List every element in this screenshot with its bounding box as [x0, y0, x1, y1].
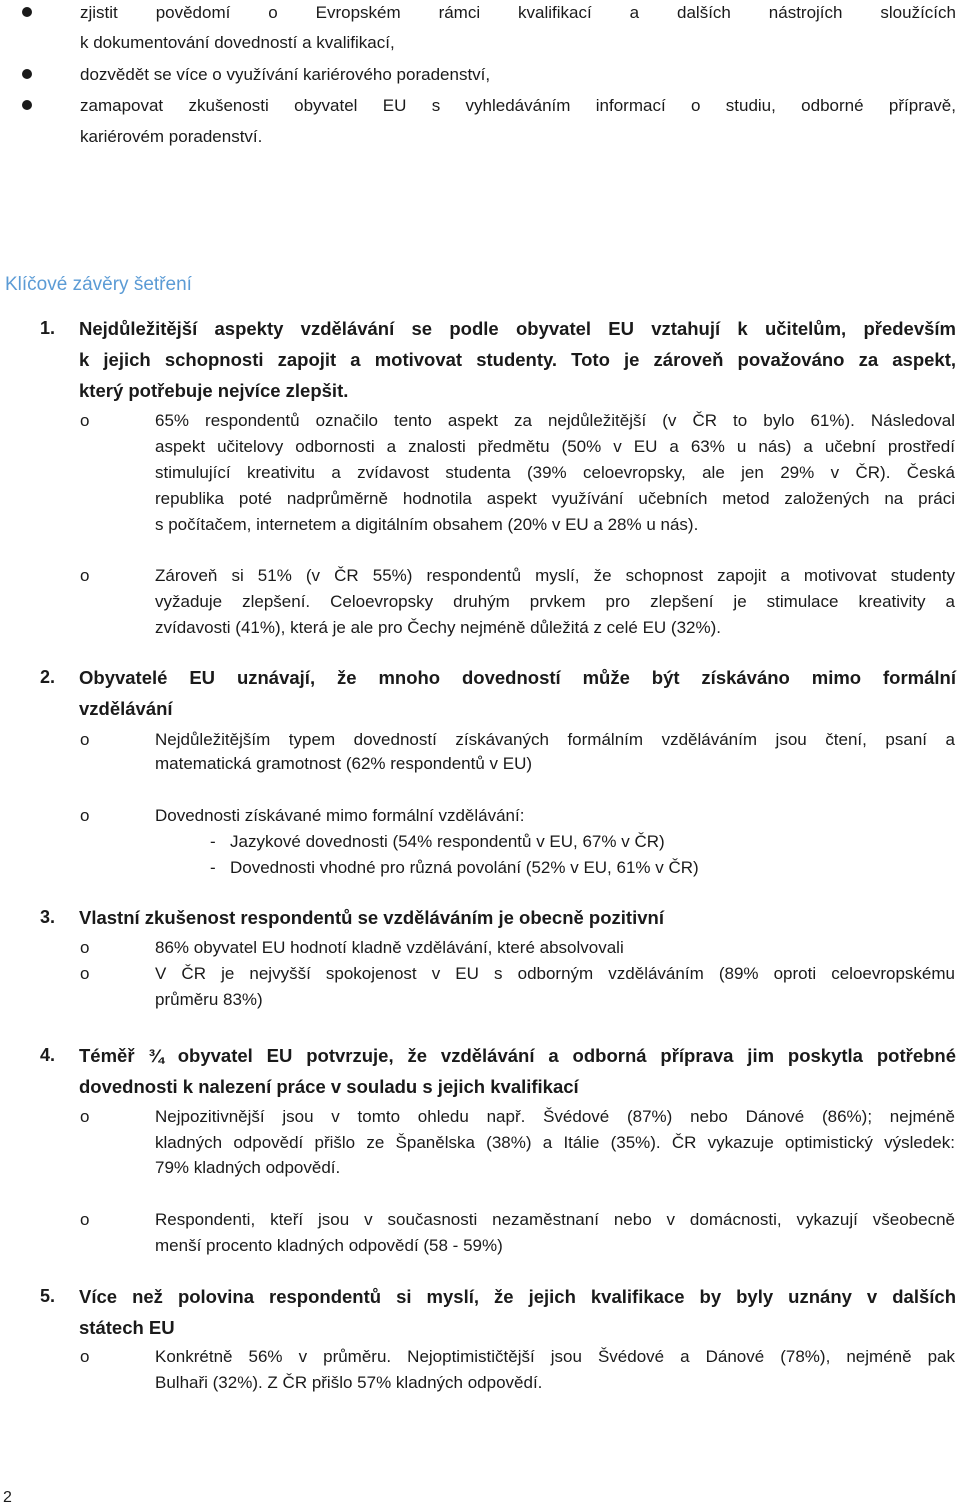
finding-1-heading-line-2: k jejich schopnosti zapojit a motivovat studenty. Toto je zároveň považováno za aspekt, [79, 349, 956, 370]
bullet-icon [22, 7, 32, 17]
finding-number: 5. [40, 1286, 56, 1306]
finding-2-point-2-line-1: Dovednosti získávané mimo formální vzdělávání: [155, 806, 525, 825]
finding-4-point-2-line-2: menší procento kladných odpovědí (58 - 59%) [155, 1236, 503, 1255]
finding-1-point-1-line-5: s počítačem, internetem a digitálním obsahem (20% v EU a 28% u nás). [155, 515, 699, 534]
finding-2-point-1-line-2: matematická gramotnost (62% respondentů v EU) [155, 754, 533, 773]
intro-bullet-3-line-2: kariérovém poradenství. [80, 127, 263, 146]
finding-1-point-2-line-2: vyžaduje zlepšení. Celoevropsky druhým prvkem pro zlepšení je stimulace kreativity a [155, 592, 955, 611]
finding-5-heading-line-2: státech EU [79, 1317, 175, 1338]
intro-bullet-1-line-1: zjistit povědomí o Evropském rámci kvalifikací a dalších nástrojích sloužících [80, 3, 956, 22]
finding-2-heading-line-1: Obyvatelé EU uznávají, že mnoho dovedností může být získáváno mimo formální [79, 667, 956, 688]
finding-4-point-1-line-2: kladných odpovědí přišlo ze Španělska (38%) a Itálie (35%). ČR vykazuje optimistický výsledek: [155, 1133, 955, 1152]
sub-bullet-marker: o [80, 806, 90, 825]
finding-1-point-1-line-3: stimulující kreativitu a zvídavost studenta (39% celoevropsky, ale jen 29% v ČR). Česká [155, 463, 955, 482]
sub-bullet-marker: o [80, 566, 90, 585]
dash-marker: - [210, 858, 216, 877]
finding-3-heading-line-1: Vlastní zkušenost respondentů se vzděláváním je obecně pozitivní [79, 907, 664, 928]
bullet-icon [22, 69, 32, 79]
finding-5-heading-line-1: Více než polovina respondentů si myslí, že jejich kvalifikace by byly uznány v dalších [79, 1286, 956, 1307]
finding-1-point-2-line-3: zvídavosti (41%), která je ale pro Čechy nejméně důležitá z celé EU (32%). [155, 618, 721, 637]
finding-number: 3. [40, 907, 56, 927]
bullet-icon [22, 100, 32, 110]
sub-bullet-marker: o [80, 730, 90, 749]
finding-2-point-1-line-1: Nejdůležitějším typem dovedností získávaných formálním vzděláváním jsou čtení, psaní a [155, 730, 955, 749]
finding-5-point-1-line-2: Bulhaři (32%). Z ČR přišlo 57% kladných odpovědí. [155, 1373, 543, 1392]
finding-1-heading-line-1: Nejdůležitější aspekty vzdělávání se podle obyvatel EU vztahují k učitelům, především [79, 318, 956, 339]
page-number: 2 [3, 1489, 12, 1506]
finding-3-point-1-line-1: 86% obyvatel EU hodnotí kladně vzdělávání, které absolvovali [155, 938, 624, 957]
finding-3-point-2-line-1: V ČR je nejvyšší spokojenost v EU s odborným vzděláváním (89% oproti celoevropskému [155, 964, 955, 983]
sub-bullet-marker: o [80, 1347, 90, 1366]
finding-2-dash-item-1: Jazykové dovednosti (54% respondentů v EU, 67% v ČR) [230, 832, 665, 851]
finding-4-point-1-line-1: Nejpozitivnější jsou v tomto ohledu např. Švédové (87%) nebo Dánové (86%); nejméně [155, 1107, 955, 1126]
finding-1-heading-line-3: který potřebuje nejvíce zlepšit. [79, 380, 349, 401]
sub-bullet-marker: o [80, 938, 90, 957]
sub-bullet-marker: o [80, 964, 90, 983]
section-heading: Klíčové závěry šetření [5, 274, 192, 295]
finding-1-point-1-line-2: aspekt učitelovy odbornosti a znalosti předmětu (50% v EU a 63% u nás) a učební prostředí [155, 437, 955, 456]
finding-1-point-2-line-1: Zároveň si 51% (v ČR 55%) respondentů myslí, že schopnost zapojit a motivovat studenty [155, 566, 955, 585]
finding-5-point-1-line-1: Konkrétně 56% v průměru. Nejoptimističtější jsou Švédové a Dánové (78%), nejméně pak [155, 1347, 955, 1366]
intro-bullet-3-line-1: zamapovat zkušenosti obyvatel EU s vyhledáváním informací o studiu, odborné přípravě, [80, 96, 956, 115]
finding-number: 4. [40, 1045, 56, 1065]
finding-3-point-2-line-2: průměru 83%) [155, 990, 263, 1009]
finding-1-point-1-line-4: republika poté nadprůměrně hodnotila aspekt využívání učebních metod založených na práci [155, 489, 955, 508]
finding-4-point-2-line-1: Respondenti, kteří jsou v současnosti nezaměstnaní nebo v domácnosti, vykazují všeobecně [155, 1210, 955, 1229]
intro-bullet-1-line-2: k dokumentování dovedností a kvalifikací, [80, 33, 395, 52]
finding-number: 2. [40, 667, 56, 687]
finding-2-dash-item-2: Dovednosti vhodné pro různá povolání (52% v EU, 61% v ČR) [230, 858, 699, 877]
finding-4-point-1-line-3: 79% kladných odpovědí. [155, 1158, 341, 1177]
finding-4-heading-line-2: dovednosti k nalezení práce v souladu s jejich kvalifikací [79, 1076, 579, 1097]
finding-1-point-1-line-1: 65% respondentů označilo tento aspekt za nejdůležitější (v ČR to bylo 61%). Následoval [155, 411, 955, 430]
sub-bullet-marker: o [80, 1210, 90, 1229]
sub-bullet-marker: o [80, 1107, 90, 1126]
finding-4-heading-line-1: Téměř ¾ obyvatel EU potvrzuje, že vzdělávání a odborná příprava jim poskytla potřebné [79, 1045, 956, 1066]
finding-number: 1. [40, 318, 56, 338]
intro-bullet-2: dozvědět se více o využívání kariérového poradenství, [80, 65, 491, 84]
sub-bullet-marker: o [80, 411, 90, 430]
finding-2-heading-line-2: vzdělávání [79, 698, 173, 719]
dash-marker: - [210, 832, 216, 851]
